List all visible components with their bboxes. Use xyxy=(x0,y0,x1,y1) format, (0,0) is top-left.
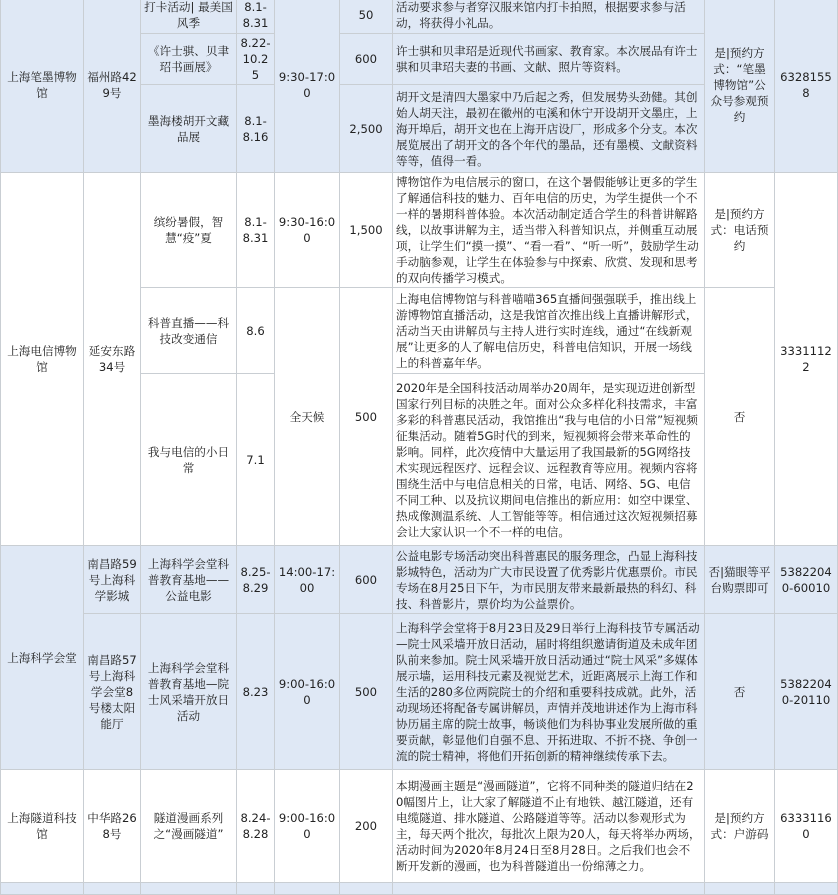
reservation-info: 否|猫眼等平台购票即可 xyxy=(705,546,775,614)
table-row xyxy=(1,614,838,770)
event-description: 公益电影专场活动突出科普惠民的服务理念，凸显上海科技影城特色，活动为广大市民设置了优秀影片优惠票价。市民专场在8月25日下午，为市民朋友带来最新最热的科幻、科技、科普影片，票价均为公益票价。 xyxy=(393,546,705,614)
event-capacity: 600 xyxy=(340,546,393,614)
event-description: 活动要求参与者穿汉服来馆内打卡拍照，根据要求参与活动，将获得小礼品。 xyxy=(393,0,705,34)
table-row xyxy=(1,883,838,895)
event-date: 8.1-8.31 xyxy=(237,0,275,34)
event-description: 博物馆作为电信展示的窗口，在这个暑假能够让更多的学生了解通信科技的魅力、百年电信的历史，为学生提供一个不一样的暑期科普体验。本次活动制定适合学生的科普讲解路线，以故事讲解为主，适当带入科普知识点，并侧重互动展项，让学生们“摸一摸”、“看一看”、“听一听”，鼓励学生动手动脑参观，让学生在体验参与中探索、欣赏、发现和思考的双向传播学习模式。 xyxy=(393,173,705,288)
table-row xyxy=(1,173,838,288)
event-time: 全天候 xyxy=(275,288,340,546)
event-description: 上海电信博物馆与科普喵喵365直播间强强联手，推出线上游博物馆直播活动，这是我馆首次推出线上直播讲解形式，活动当天由讲解员与主持人进行实时连线，通过“在线新观展”让更多的人了解电信历史，科普电信知识，开展一场线上的科普嘉年华。 xyxy=(393,288,705,374)
contact-phone: 33311122 xyxy=(775,173,838,546)
venue-name: 上海电信博物馆 xyxy=(1,173,84,546)
event-date: 8.1-8.31 xyxy=(237,173,275,288)
event-title: 《许士骐、贝聿玿书画展》 xyxy=(141,34,237,85)
reservation-info: 否 xyxy=(705,288,775,546)
event-capacity: 500 xyxy=(340,288,393,546)
event-title: 上海科学会堂科普教育基地——公益电影 xyxy=(141,546,237,614)
event-date: 8.23 xyxy=(237,614,275,770)
event-date: 8.22-10.25 xyxy=(237,34,275,85)
contact-phone: 63281558 xyxy=(775,0,838,173)
event-description: 许士骐和贝聿玿是近现代书画家、教育家。本次展品有许士骐和贝聿玿夫妻的书画、文献、照片等资料。 xyxy=(393,34,705,85)
event-description: 胡开文是清四大墨家中乃后起之秀，但发展势头劲健。其创始人胡天注，最初在徽州的屯溪和休宁开设胡开文墨庄，上海开埠后，胡开文也在上海开店设厂，形成多个分支。本次展览展出了胡开文的各个年代的墨品，还有墨模、文献资料等等，值得一看。 xyxy=(393,85,705,173)
event-title: 打卡活动| 最美国风季 xyxy=(141,0,237,34)
event-capacity: 2,500 xyxy=(340,85,393,173)
venue-name: 上海笔墨博物馆 xyxy=(1,0,84,173)
event-description: 上海科学会堂将于8月23日及29日举行上海科技节专属活动—院士风采墙开放日活动，届时将组织邀请街道及未成年团队前来参加。院士风采墙开放日活动通过“院士风采”多媒体展示墙，运用科技元素及视觉艺术，近距离展示上海工作和生活的280多位两院院士的介绍和重要科技成就。此外，活动现场还将配备专属讲解员，声情并茂地讲述作为上海市科协历届主席的院士故事，畅谈他们为科协事业发展所做的重要贡献，彰显他们自强不息、开拓进取、不折不挠、争创一流的院士精神，将他们开拓创新的精神继续传承下去。 xyxy=(393,614,705,770)
event-title: 我与电信的小日常 xyxy=(141,374,237,546)
venue-address: 福州路429号 xyxy=(84,0,141,173)
event-date: 8.25-8.29 xyxy=(237,546,275,614)
table-row xyxy=(1,770,838,883)
reservation-info: 否 xyxy=(705,614,775,770)
reservation-info: 是|预约方式：户游码 xyxy=(705,770,775,883)
contact-phone: 63331160 xyxy=(775,770,838,883)
reservation-info: 是|预约方式：“笔墨博物馆”公众号参观预约 xyxy=(705,0,775,173)
event-capacity: 1,500 xyxy=(340,173,393,288)
event-date: 7.1 xyxy=(237,374,275,546)
event-description: 本期漫画主题是“漫画隧道”，它将不同种类的隧道归结在20幅图片上，让大家了解隧道不止有地铁、越江隧道，还有电缆隧道、排水隧道、公路隧道等等。活动以参观形式为主，每天两个批次，每批次上限为20人，每天将举办两场，活动时间为2020年8月24日至8月28日。之后我们也会不断开发新的漫画，也为科普隧道出一份绵薄之力。 xyxy=(393,770,705,883)
event-time: 14:00-17:00 xyxy=(275,546,340,614)
venue-address: 南昌路57号上海科学会堂8号楼太阳能厅 xyxy=(84,614,141,770)
table-row xyxy=(1,546,838,614)
event-capacity: 500 xyxy=(340,614,393,770)
reservation-info: 是|预约方式：电话预约 xyxy=(705,173,775,288)
event-time: 9:30-17:00 xyxy=(275,0,340,173)
event-description: 2020年是全国科技活动周举办20周年，是实现迈进创新型国家行列目标的决胜之年。面对公众多样化科技需求，丰富多彩的科普惠民活动，我馆推出“我与电信的小日常”短视频征集活动。随着5G时代的到来，短视频将会带来革命性的影响。同样，此次疫情中大量运用了我国最新的5G网络技术实现远程医疗、远程会议、远程教育等应用。视频内容将围绕生活中与电信息相关的日常，电话、网络、5G、电信不同工种、以及抗议期间电信推出的新应用：如空中课堂、热成像测温系统、人工智能等等。相信通过这次短视频招募会让大家认识一个不一样的电信。 xyxy=(393,374,705,546)
event-time: 9:00-16:00 xyxy=(275,614,340,770)
venue-address: 南昌路59号上海科学影城 xyxy=(84,546,141,614)
event-time: 9:30-16:00 xyxy=(275,173,340,288)
event-date: 8.24-8.28 xyxy=(237,770,275,883)
table-row xyxy=(1,0,838,34)
event-title: 墨海楼胡开文藏品展 xyxy=(141,85,237,173)
event-date: 8.1-8.16 xyxy=(237,85,275,173)
contact-phone: 53822040-20110 xyxy=(775,614,838,770)
event-date: 8.6 xyxy=(237,288,275,374)
event-capacity: 50 xyxy=(340,0,393,34)
event-title: 缤纷暑假，智慧“疫”夏 xyxy=(141,173,237,288)
venue-name: 上海隧道科技馆 xyxy=(1,770,84,883)
event-capacity: 600 xyxy=(340,34,393,85)
venue-address: 延安东路34号 xyxy=(84,173,141,546)
event-title: 科普直播——科技改变通信 xyxy=(141,288,237,374)
event-title: 隧道漫画系列之“漫画隧道” xyxy=(141,770,237,883)
event-time: 9:00-16:00 xyxy=(275,770,340,883)
contact-phone: 53822040-60010 xyxy=(775,546,838,614)
event-capacity: 200 xyxy=(340,770,393,883)
venue-name: 上海科学会堂 xyxy=(1,546,84,770)
venue-address: 中华路268号 xyxy=(84,770,141,883)
event-title: 上海科学会堂科普教育基地—院士风采墙开放日活动 xyxy=(141,614,237,770)
